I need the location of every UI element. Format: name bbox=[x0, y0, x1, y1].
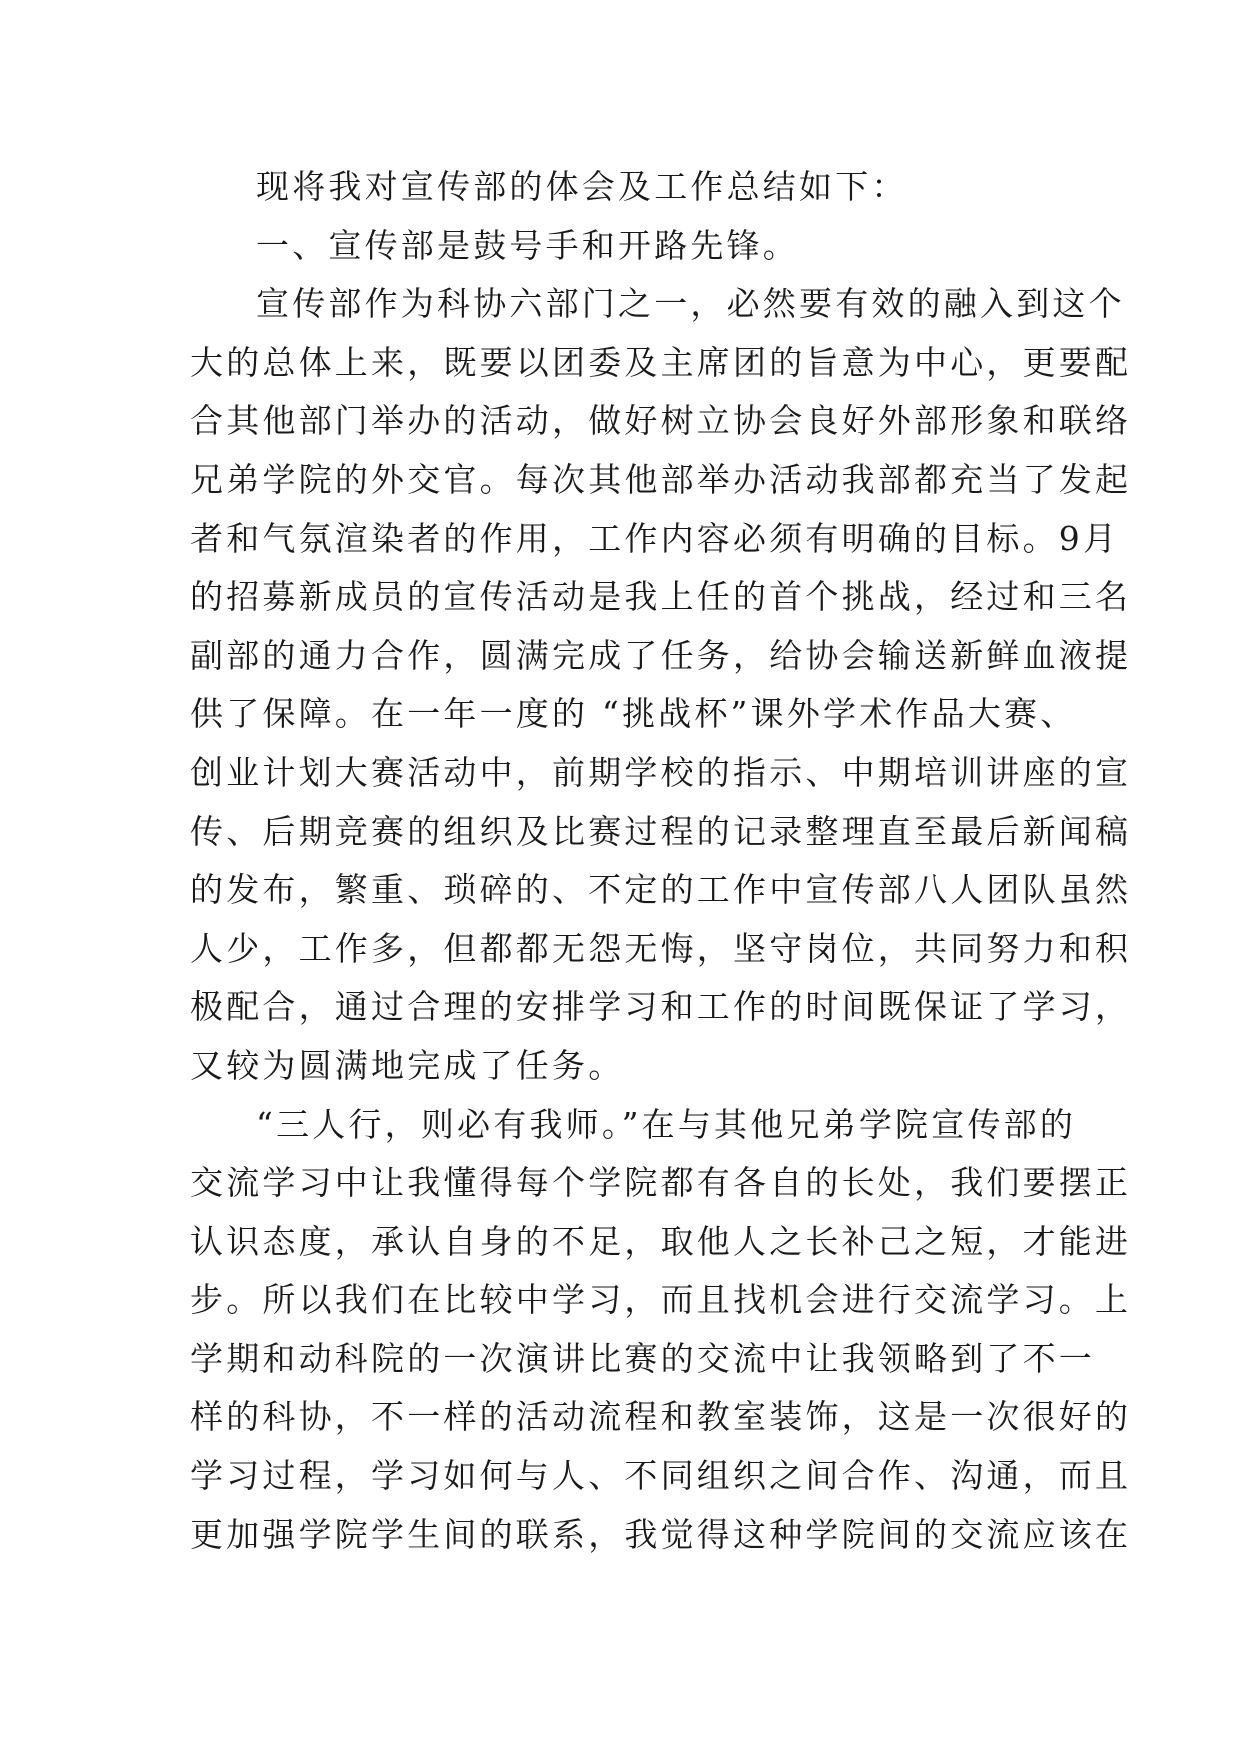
text-line: 更加强学院学生间的联系，我觉得这种学院间的交流应该在 bbox=[190, 1514, 1132, 1554]
text-line: 交流学习中让我懂得每个学院都有各自的长处，我们要摆正 bbox=[190, 1163, 1132, 1203]
text-line: 现将我对宣传部的体会及工作总结如下： bbox=[256, 167, 908, 206]
text-line: 学期和动科院的一次演讲比赛的交流中让我领略到了不一 bbox=[190, 1338, 1095, 1378]
text-line: 者和气氛渲染者的作用，工作内容必须有明确的目标。9月 bbox=[190, 518, 1120, 558]
text-line: 极配合，通过合理的安排学习和工作的时间既保证了学习， bbox=[190, 987, 1132, 1027]
text-line: 的招募新成员的宣传活动是我上任的首个挑战，经过和三名 bbox=[190, 577, 1132, 617]
text-line: 副部的通力合作，圆满完成了任务，给协会输送新鲜血液提 bbox=[190, 635, 1132, 675]
text-line: 宣传部作为科协六部门之一，必然要有效的融入到这个 bbox=[256, 284, 1125, 324]
text-line: 又较为圆满地完成了任务。 bbox=[190, 1045, 625, 1085]
text-line: 传、后期竞赛的组织及比赛过程的记录整理直至最后新闻稿 bbox=[190, 811, 1132, 851]
text-line: 兄弟学院的外交官。每次其他部举办活动我部都充当了发起 bbox=[190, 459, 1132, 499]
text-line: 学习过程，学习如何与人、不同组织之间合作、沟通，而且 bbox=[190, 1456, 1132, 1496]
document-body bbox=[190, 158, 1132, 1564]
text-line: 供了保障。在一年一度的 “挑战杯”课外学术作品大赛、 bbox=[190, 694, 1077, 734]
text-line: 的发布，繁重、琐碎的、不定的工作中宣传部八人团队虽然 bbox=[190, 870, 1132, 910]
text-line: 人少，工作多，但都都无怨无悔，坚守岗位，共同努力和积 bbox=[190, 928, 1132, 968]
text-line: 步。所以我们在比较中学习，而且找机会进行交流学习。上 bbox=[190, 1280, 1132, 1320]
text-line: 样的科协，不一样的活动流程和教室装饰，这是一次很好的 bbox=[190, 1397, 1132, 1437]
text-line: 合其他部门举办的活动，做好树立协会良好外部形象和联络 bbox=[190, 401, 1132, 441]
text-line: 大的总体上来，既要以团委及主席团的旨意为中心，更要配 bbox=[190, 342, 1132, 382]
text-line: 认识态度，承认自身的不足，取他人之长补己之短，才能进 bbox=[190, 1221, 1132, 1261]
text-line: “三人行，则必有我师。”在与其他兄弟学院宣传部的 bbox=[256, 1104, 1077, 1144]
section-heading: 一、宣传部是鼓号手和开路先锋。 bbox=[256, 225, 799, 265]
text-line: 创业计划大赛活动中，前期学校的指示、中期培训讲座的宣 bbox=[190, 752, 1132, 792]
